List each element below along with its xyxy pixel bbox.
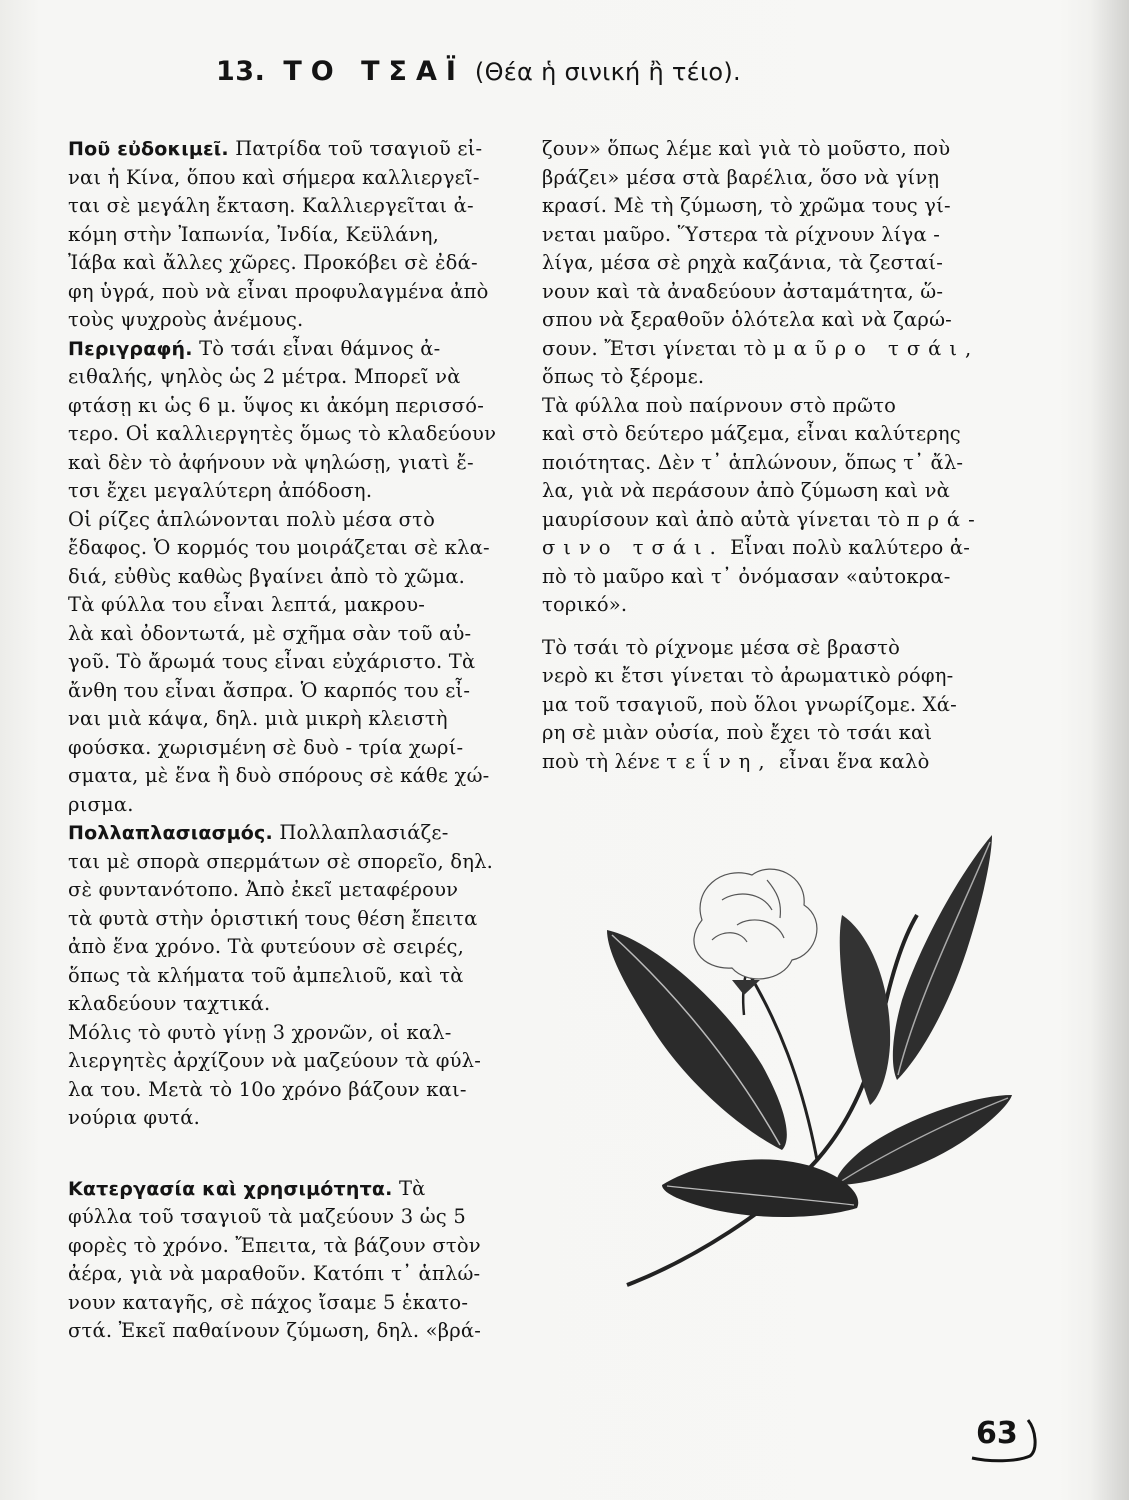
line-text: φύλλα τοῦ τσαγιοῦ τὰ μαζεύουν 3 ὡς 5 xyxy=(68,1205,466,1228)
line-text: νεται μαῦρο. Ὕστερα τὰ ρίχνουν λίγα - xyxy=(542,222,941,246)
line-text: Οἱ ρίζες ἁπλώνονται πολὺ μέσα στὸ xyxy=(68,507,436,531)
right-column-line xyxy=(542,279,943,305)
line-text: Ἰάβα καὶ ἄλλες χῶρες. Προκόβει σὲ ἐδά- xyxy=(68,251,478,274)
line-text-after: Εἶναι πολὺ καλύτερο ἀ- xyxy=(723,536,971,559)
right-column-line xyxy=(542,692,957,718)
left-column-line xyxy=(68,820,449,846)
left-column-line xyxy=(68,991,270,1017)
line-text: διά, εὐθὺς καθὼς βγαίνει ἀπὸ τὸ χῶμα. xyxy=(68,564,466,588)
line-text: Πολλαπλασιάζε- xyxy=(272,821,449,844)
line-text: ται μὲ σπορὰ σπερμάτων σὲ σπορεῖο, δηλ. xyxy=(68,849,494,873)
left-column-line xyxy=(68,763,489,789)
line-text: λα του. Μετὰ τὸ 10ο χρόνο βάζουν και- xyxy=(68,1077,467,1101)
line-text: Τὸ τσάι τὸ ρίχνομε μέσα σὲ βραστὸ xyxy=(542,635,901,659)
right-column-line xyxy=(542,393,896,419)
line-text: ναι μιὰ κάψα, δηλ. μιὰ μικρὴ κλειστὴ xyxy=(68,707,448,730)
tea-leaf-right xyxy=(836,1095,1012,1185)
section-heading: Ποῦ εὐδοκιμεῖ. xyxy=(68,138,229,160)
line-text: στά. Ἐκεῖ παθαίνουν ζύμωση, δηλ. «βρά- xyxy=(68,1319,482,1342)
line-text: ἀπὸ ἕνα χρόνο. Τὰ φυτεύουν σὲ σειρές, xyxy=(68,935,465,958)
line-text: πὸ τὸ μαῦρο καὶ τ᾿ ὀνόμασαν «αὐτοκρα- xyxy=(542,564,951,588)
left-column-line xyxy=(68,1318,481,1344)
right-column-line xyxy=(542,222,940,248)
line-text: ρη σὲ μιὰν οὐσία, ποὺ ἔχει τὸ τσάι καὶ xyxy=(542,721,933,744)
line-text: σουν. Ἔτσι γίνεται τὸ xyxy=(542,336,773,360)
line-text: καὶ στὸ δεύτερο μάζεμα, εἶναι καλύτερης xyxy=(542,422,961,445)
line-text: ται σὲ μεγάλη ἔκταση. Καλλιεργεῖται ἀ- xyxy=(68,194,474,217)
right-column-line xyxy=(542,364,704,390)
left-column-line xyxy=(68,1105,200,1131)
line-text: μαυρίσουν καὶ ἀπὸ αὐτὰ γίνεται τὸ xyxy=(542,507,907,531)
line-text: ρισμα. xyxy=(68,792,134,816)
left-column-line xyxy=(68,307,303,333)
line-text: Τὰ φύλλα του εἶναι λεπτά, μακρου- xyxy=(68,593,426,616)
line-text: τοὺς ψυχροὺς ἀνέμους. xyxy=(68,308,304,331)
right-column-line xyxy=(542,564,951,590)
right-column-line xyxy=(542,336,971,362)
line-text: κρασί. Μὲ τὴ ζύμωση, τὸ χρῶμα τους γί- xyxy=(542,194,951,217)
line-text: μα τοῦ τσαγιοῦ, ποὺ ὅλοι γνωρίζομε. Χά- xyxy=(542,692,957,716)
right-column-line xyxy=(542,635,900,661)
left-column-line xyxy=(68,934,464,960)
line-text: κλαδεύουν ταχτικά. xyxy=(68,992,271,1015)
line-text: Πατρίδα τοῦ τσαγιοῦ εἰ- xyxy=(228,137,483,160)
line-text: ἔδαφος. Ὁ κορμός του μοιράζεται σὲ κλα- xyxy=(68,536,490,559)
line-text: Τὰ xyxy=(392,1176,426,1200)
line-text: ναι ἡ Κίνα, ὅπου καὶ σήμερα καλλιεργεῖ- xyxy=(68,165,480,189)
line-text: βράζει» μέσα στὰ βαρέλια, ὅσο νὰ γίνῃ xyxy=(542,165,940,189)
right-column-line xyxy=(542,136,950,162)
title-main: ΤΟ ΤΣΑΪ xyxy=(283,56,465,87)
left-column-line xyxy=(68,706,448,732)
right-column-line xyxy=(542,307,952,333)
left-column-line xyxy=(68,1204,466,1230)
line-text: νουν καταγῆς, σὲ πάχος ἴσαμε 5 ἑκατο- xyxy=(68,1290,469,1314)
right-column-line xyxy=(542,720,932,746)
left-column-line xyxy=(68,792,134,818)
left-column-line xyxy=(68,364,461,390)
section-heading: Κατεργασία καὶ χρησιμότητα. xyxy=(68,1177,393,1200)
line-text-after: , xyxy=(964,336,972,360)
line-text: νερὸ κι ἔτσι γίνεται τὸ ἀρωματικὸ ρόφη- xyxy=(542,664,954,687)
left-column-line xyxy=(68,165,480,191)
page-number xyxy=(968,1412,1038,1464)
left-column-line xyxy=(68,621,471,647)
left-column-line xyxy=(68,1020,452,1046)
left-column-line xyxy=(68,193,474,219)
page-number-text: 63 xyxy=(976,1416,1018,1451)
spaced-emphasis: σινο τσάι. xyxy=(542,536,724,559)
left-column-line xyxy=(68,1261,480,1287)
left-column-line xyxy=(68,649,475,675)
right-column-line xyxy=(542,250,943,276)
line-text: λιεργητὲς ἀρχίζουν νὰ μαζεύουν τὰ φύλ- xyxy=(68,1049,482,1072)
right-column-line xyxy=(542,507,983,533)
tea-flower xyxy=(694,869,817,979)
line-text: ὅπως τὸ ξέρομε. xyxy=(542,365,705,388)
spine-shadow xyxy=(1090,0,1129,1500)
right-column-line xyxy=(542,165,939,191)
line-text: φη ὑγρά, ποὺ νὰ εἶναι προφυλαγμένα ἀπὸ xyxy=(68,279,489,303)
line-text: τορικό». xyxy=(542,593,628,616)
line-text: ἀέρα, γιὰ νὰ μαραθοῦν. Κατόπι τ᾿ ἁπλώ- xyxy=(68,1262,481,1285)
line-text: γοῦ. Τὸ ἄρωμά τους εἶναι εὐχάριστο. Τὰ xyxy=(68,650,476,673)
right-column-line xyxy=(542,592,627,618)
left-column-line xyxy=(68,393,484,419)
line-text: λίγα, μέσα σὲ ρηχὰ καζάνια, τὰ ζεσταί- xyxy=(542,251,944,274)
left-column-line xyxy=(68,535,490,561)
line-text: φτάσῃ κι ὡς 6 μ. ὕψος κι ἀκόμη περισσό- xyxy=(68,393,484,417)
line-text: ζουν» ὅπως λέμε καὶ γιὰ τὸ μοῦστο, ποὺ xyxy=(542,137,951,160)
line-text: Τὰ φύλλα ποὺ παίρνουν στὸ πρῶτο xyxy=(542,393,897,417)
left-column-line xyxy=(68,1233,481,1259)
title-number: 13. xyxy=(216,56,266,87)
line-text: ἄνθη του εἶναι ἄσπρα. Ὁ καρπός του εἶ- xyxy=(68,678,471,702)
left-column-line xyxy=(68,450,474,476)
right-column-line xyxy=(542,749,930,775)
right-column-line xyxy=(542,535,970,561)
left-column-line xyxy=(68,735,463,761)
left-column-line xyxy=(68,222,439,248)
left-column-line xyxy=(68,592,425,618)
line-text: φορὲς τὸ χρόνο. Ἔπειτα, τὰ βάζουν στὸν xyxy=(68,1233,481,1257)
line-text: νούρια φυτά. xyxy=(68,1106,200,1129)
line-text: Τὸ τσάι εἶναι θάμνος ἀ- xyxy=(192,336,441,360)
left-column-line xyxy=(68,906,477,932)
line-text: καὶ δὲν τὸ ἀφήνουν νὰ ψηλώσῃ, γιατὶ ἔ- xyxy=(68,450,474,474)
right-column-line xyxy=(542,450,963,476)
line-text: ποιότητας. Δὲν τ᾿ ἁπλώνουν, ὅπως τ᾿ ἄλ- xyxy=(542,450,964,474)
right-column-line xyxy=(542,193,951,219)
line-text: σὲ φυντανότοπο. Ἀπὸ ἐκεῖ μεταφέρουν xyxy=(68,878,459,901)
line-text: ειθαλής, ψηλὸς ὡς 2 μέτρα. Μπορεῖ νὰ xyxy=(68,365,461,388)
spaced-emphasis: τεΐνη, xyxy=(666,749,773,773)
tea-plant-illustration xyxy=(572,830,1012,1290)
line-text: τερο. Οἱ καλλιεργητὲς ὅμως τὸ κλαδεύουν xyxy=(68,422,497,445)
line-text: Μόλις τὸ φυτὸ γίνῃ 3 χρονῶν, οἱ καλ- xyxy=(68,1020,452,1044)
line-text: ὅπως τὰ κλήματα τοῦ ἀμπελιοῦ, καὶ τὰ xyxy=(68,963,464,987)
line-text: ποὺ τὴ λένε xyxy=(542,749,667,773)
left-column-line xyxy=(68,136,482,162)
line-text: λὰ καὶ ὀδοντωτά, μὲ σχῆμα σὰν τοῦ αὐ- xyxy=(68,621,472,645)
left-column-line xyxy=(68,1176,426,1202)
left-column-line xyxy=(68,1290,468,1316)
section-heading: Περιγραφή. xyxy=(68,337,193,360)
spaced-emphasis: μαῦρο τσάι xyxy=(772,336,965,360)
right-column-line xyxy=(542,663,953,689)
line-text: τσι ἔχει μεγαλύτερη ἀπόδοση. xyxy=(68,479,373,502)
line-text: λα, γιὰ νὰ περάσουν ἀπὸ ζύμωση καὶ νὰ xyxy=(542,479,951,502)
left-column-line xyxy=(68,507,435,533)
left-column-line xyxy=(68,963,464,989)
left-column-line xyxy=(68,478,372,504)
left-column-line xyxy=(68,564,465,590)
line-text: τὰ φυτὰ στὴν ὁριστική τους θέση ἔπειτα xyxy=(68,906,478,930)
left-column-line xyxy=(68,250,478,276)
title-subtitle: (Θέα ἡ σινική ἢ τέιο). xyxy=(474,58,741,86)
spaced-emphasis: πρά- xyxy=(906,507,983,531)
line-text-after: εἶναι ἕνα καλὸ xyxy=(772,749,930,773)
left-column-line xyxy=(68,336,440,362)
line-text: σπου νὰ ξεραθοῦν ὁλότελα καὶ νὰ ζαρώ- xyxy=(542,308,952,331)
right-column-line xyxy=(542,478,950,504)
line-text: φούσκα. χωρισμένη σὲ δυὸ - τρία χωρί- xyxy=(68,735,464,759)
left-column-line xyxy=(68,279,489,305)
line-text: σματα, μὲ ἕνα ἢ δυὸ σπόρους σὲ κάθε χώ- xyxy=(68,764,490,787)
left-column-line xyxy=(68,849,493,875)
left-column-line xyxy=(68,1048,481,1074)
page-title xyxy=(216,56,916,87)
line-text: νουν καὶ τὰ ἀναδεύουν ἀσταμάτητα, ὥ- xyxy=(542,279,944,303)
tea-leaf-middle xyxy=(840,915,890,1105)
line-text: κόμη στὴν Ἰαπωνία, Ἰνδία, Κεϋλάνη, xyxy=(68,222,439,246)
left-column-line xyxy=(68,1077,467,1103)
left-column-line xyxy=(68,877,458,903)
right-column-line xyxy=(542,421,961,447)
left-column-line xyxy=(68,678,470,704)
left-column-line xyxy=(68,421,496,447)
section-heading: Πολλαπλασιασμός. xyxy=(68,822,273,844)
